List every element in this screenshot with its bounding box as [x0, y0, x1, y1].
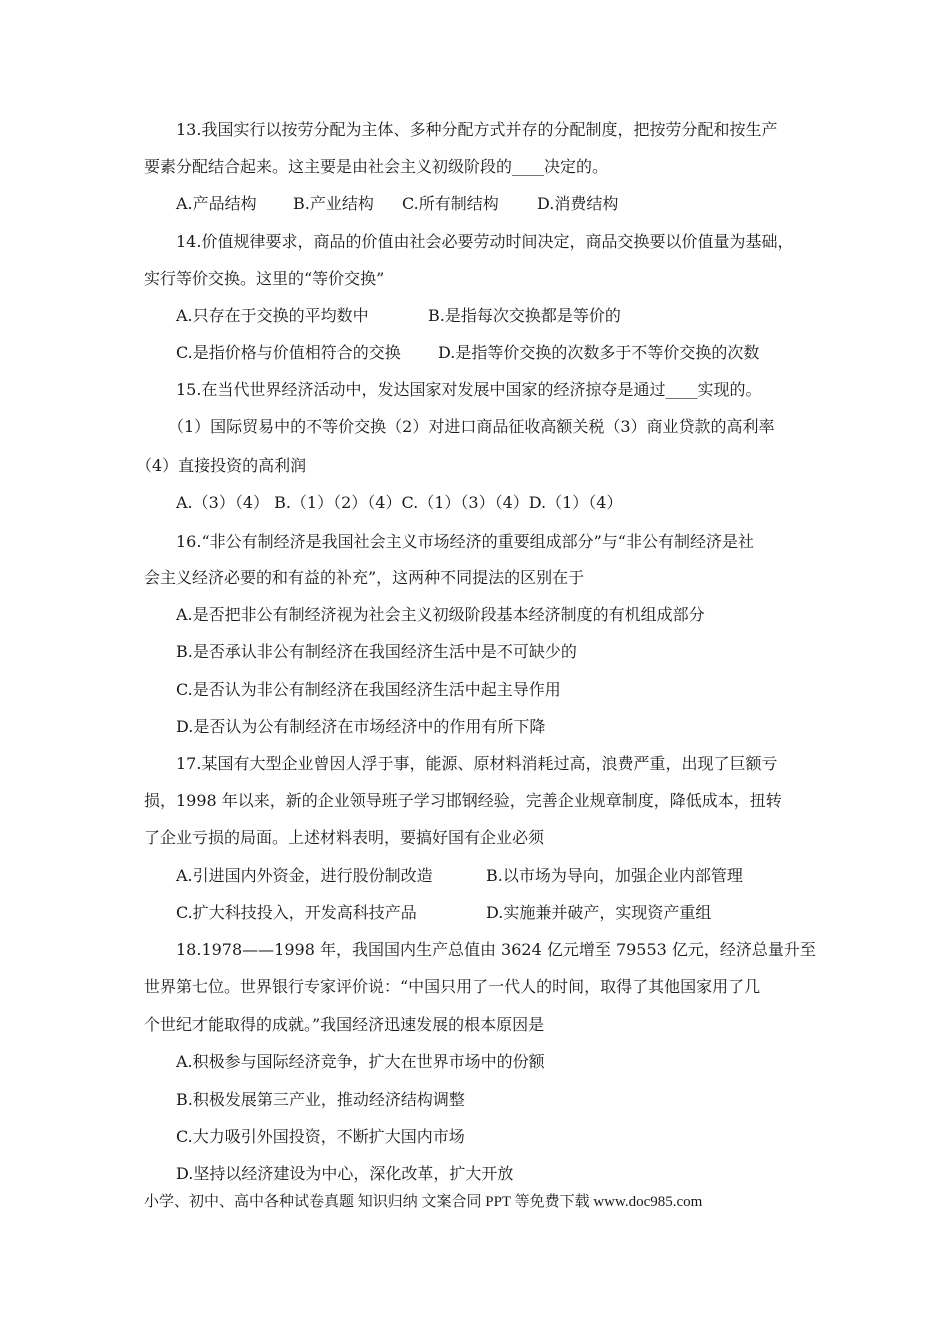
q14-stem-line-1: 14.价值规律要求，商品的价值由社会必要劳动时间决定，商品交换要以价值量为基础， — [176, 232, 794, 251]
q14-stem-line-2: 实行等价交换。这里的“等价交换” — [144, 269, 385, 288]
q17-stem-line-3: 了企业亏损的局面。上述材料表明，要搞好国有企业必须 — [144, 828, 545, 847]
q17-option-c: C.扩大科技投入，开发高科技产品 — [176, 903, 417, 922]
q18-option-b: B.积极发展第三产业，推动经济结构调整 — [176, 1090, 465, 1109]
q13-option-a: A.产品结构 — [176, 194, 257, 213]
q16-option-d: D.是否认为公有制经济在市场经济中的作用有所下降 — [176, 717, 546, 736]
q18-option-c: C.大力吸引外国投资，不断扩大国内市场 — [176, 1127, 465, 1146]
q17-stem-line-2: 损，1998 年以来，新的企业领导班子学习邯钢经验，完善企业规章制度，降低成本，扭转 — [144, 791, 782, 810]
q16-stem-line-2: 会主义经济必要的和有益的补充”，这两种不同提法的区别在于 — [144, 568, 585, 587]
q18-stem-line-2: 世界第七位。世界银行专家评价说：“中国只用了一代人的时间，取得了其他国家用了几 — [144, 977, 761, 996]
q18-stem-line-3: 个世纪才能取得的成就。”我国经济迅速发展的根本原因是 — [144, 1015, 545, 1034]
q13-option-d: D.消费结构 — [537, 194, 619, 213]
q16-option-c: C.是否认为非公有制经济在我国经济生活中起主导作用 — [176, 680, 561, 699]
q17-option-d: D.实施兼并破产，实现资产重组 — [486, 903, 712, 922]
q15-options: A.（3）（4） B.（1）（2）（4）C.（1）（3）（4）D.（1）（4） — [176, 493, 623, 512]
q16-option-b: B.是否承认非公有制经济在我国经济生活中是不可缺少的 — [176, 642, 577, 661]
q17-option-a: A.引进国内外资金，进行股份制改造 — [176, 866, 433, 885]
q15-stem-line-3: （4）直接投资的高利润 — [136, 456, 307, 475]
q13-stem-line-2: 要素分配结合起来。这主要是由社会主义初级阶段的____决定的。 — [144, 157, 609, 176]
page-footer: 小学、初中、高中各种试卷真题 知识归纳 文案合同 PPT 等免费下载 www.doc985.com — [144, 1194, 703, 1210]
q17-option-b: B.以市场为导向，加强企业内部管理 — [486, 866, 743, 885]
q14-option-a: A.只存在于交换的平均数中 — [176, 306, 369, 325]
q16-option-a: A.是否把非公有制经济视为社会主义初级阶段基本经济制度的有机组成部分 — [176, 605, 705, 624]
q13-stem-line-1: 13.我国实行以按劳分配为主体、多种分配方式并存的分配制度，把按劳分配和按生产 — [176, 120, 778, 139]
q14-option-b: B.是指每次交换都是等价的 — [428, 306, 621, 325]
q14-option-c: C.是指价格与价值相符合的交换 — [176, 343, 401, 362]
q17-stem-line-1: 17.某国有大型企业曾因人浮于事，能源、原材料消耗过高，浪费严重，出现了巨额亏 — [176, 754, 778, 773]
q15-stem-line-2: （1）国际贸易中的不等价交换（2）对进口商品征收高额关税（3）商业贷款的高利率 — [168, 417, 775, 436]
q18-option-a: A.积极参与国际经济竞争，扩大在世界市场中的份额 — [176, 1052, 545, 1071]
q13-option-b: B.产业结构 — [293, 194, 374, 213]
q13-option-c: C.所有制结构 — [402, 194, 499, 213]
q14-option-d: D.是指等价交换的次数多于不等价交换的次数 — [438, 343, 760, 362]
q18-option-d: D.坚持以经济建设为中心，深化改革，扩大开放 — [176, 1164, 514, 1183]
q16-stem-line-1: 16.“非公有制经济是我国社会主义市场经济的重要组成部分”与“非公有制经济是社 — [176, 532, 754, 551]
q18-stem-line-1: 18.1978——1998 年，我国国内生产总值由 3624 亿元增至 79553 亿元，经济总量升至 — [176, 940, 816, 959]
q15-stem-line-1: 15.在当代世界经济活动中，发达国家对发展中国家的经济掠夺是通过____实现的。 — [176, 380, 762, 399]
